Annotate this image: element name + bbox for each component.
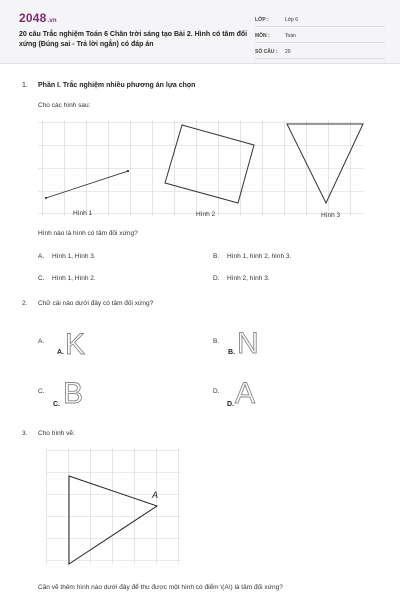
meta-key: SỐ CÂU : <box>255 49 278 55</box>
q2-option-c-letter[interactable]: C. <box>38 388 45 395</box>
question-number: 2. <box>22 300 28 307</box>
option-text: Hình 1, hình 2, hình 3. <box>227 253 292 260</box>
option-text: Hình 2, hình 3. <box>227 275 270 282</box>
option-letter: B. <box>213 253 220 260</box>
q3-question: Cần vẽ thêm hình nào dưới đây để thu được một hình có điểm \(A\) là tâm đối xứng? <box>38 584 283 591</box>
point-a-label: A <box>152 490 159 500</box>
meta-value: 20 <box>285 49 291 55</box>
image-caption: D. <box>227 401 234 408</box>
figure-2-label: Hình 2 <box>196 211 216 218</box>
q1-question: Hình nào là hình có tâm đối xứng? <box>38 230 138 237</box>
meta-key: MÔN : <box>255 33 270 39</box>
meta-value: Lớp 6 <box>285 17 299 23</box>
question-number: 1. <box>22 82 28 89</box>
figure-3-label: Hình 3 <box>321 212 341 219</box>
q1-intro: Cho các hình sau: <box>38 102 91 109</box>
logo-suffix: .vn <box>47 18 57 24</box>
q2-question: Chữ cái nào dưới đây có tâm đối xứng? <box>38 300 154 307</box>
document-title: 20 câu Trắc nghiệm Toán 6 Chân trời sáng tạo Bài 2. Hình có tâm đối xứng (Đúng sai - Trả lời ngắn) có đáp án <box>19 31 248 48</box>
image-caption: A. <box>57 349 64 356</box>
option-text: Hình 1, Hình 3. <box>52 253 96 260</box>
letter-b-glyph: B <box>63 377 84 408</box>
figure-1-label: Hình 1 <box>73 210 93 217</box>
q2-option-b-letter[interactable]: B. <box>213 338 220 345</box>
letter-n-glyph: N <box>237 327 259 358</box>
option-text: Hình 1, Hình 2. <box>52 275 96 282</box>
section-title-text: Phần I. Trắc nghiệm nhiều phương án lựa chọn <box>38 82 196 89</box>
q2-option-a-letter[interactable]: A. <box>38 338 45 345</box>
logo-text: 2048 <box>19 11 47 25</box>
option-letter: C. <box>38 275 45 282</box>
image-caption: B. <box>228 349 235 356</box>
option-letter: A. <box>38 253 45 260</box>
letter-a-glyph: A <box>235 377 256 408</box>
question-number: 3. <box>22 430 28 437</box>
q3-triangle <box>69 476 157 564</box>
q3-intro: Cho hình vẽ: <box>38 430 75 437</box>
meta-value: Toán <box>285 33 296 39</box>
image-caption: C. <box>53 401 60 408</box>
letter-k-glyph: K <box>65 328 86 358</box>
option-letter: D. <box>213 275 220 282</box>
q2-option-d-letter[interactable]: D. <box>213 388 220 395</box>
meta-key: LỚP : <box>255 17 269 23</box>
